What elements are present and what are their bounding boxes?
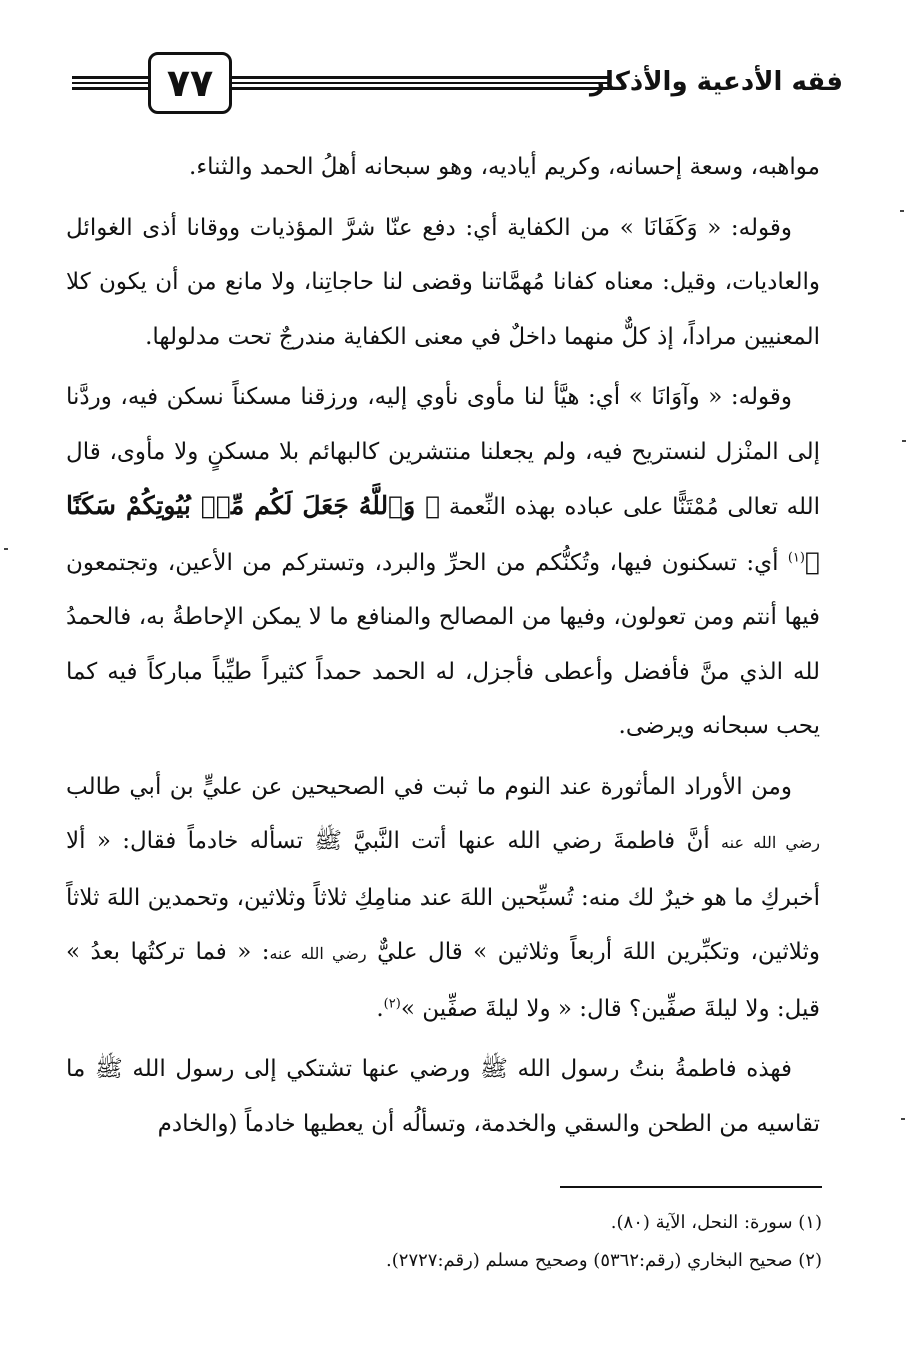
honorific-glyph: رضي الله عنه — [269, 944, 367, 963]
paragraph-2 — [66, 201, 820, 365]
paragraph-text: تسأله خادماً فقال: « ألا أخبركِ ما هو خيرٌ لك منه: تُسبِّحين اللهَ عند منامِكِ ثلاثاً وثلاثين، وتحمدين اللهَ ثلاثاً وثلاثين، وتكبِّرين اللهَ أربعاً وثلاثين » قال عليٌّ — [66, 828, 820, 965]
salawat-glyph: ﷺ — [480, 1056, 508, 1082]
paragraph-text: ما تقاسيه من الطحن والسقي والخدمة، وتسألُه أن يعطيها خادماً (والخادم — [66, 1056, 820, 1137]
paragraph-3 — [66, 370, 820, 754]
paragraph-text: ورضي عنها تشتكي إلى رسول الله — [122, 1056, 481, 1082]
scan-mark — [4, 548, 8, 550]
paragraph-text: وقوله: « وَكَفَانَا » من الكفاية أي: دفع عنّا شرَّ المؤذيات ووقانا أذى الغوائل والعاديات، وقيل: معناه كفانا مُهمَّاتنا وقضى لنا حاجاتِنا، ولا مانع من أن يكون كلا المعنيين مراداً، إذ كلٌّ منهما داخلٌ في معنى الكفاية مندرجٌ تحت مدلولها. — [66, 214, 820, 350]
page-number: ٧٧ — [148, 52, 232, 114]
running-title: فقه الأدعية والأذكار — [590, 67, 843, 97]
paragraph-text: أي: تسكنون فيها، وتُكنُّكم من الحرِّ والبرد، وتستركم من الأعين، وتجتمعون فيها أنتم ومن تعولون، وفيها من المصالح والمنافع ما لا يمكن الإحاطةُ به، فالحمدُ لله الذي منَّ فأفضل وأعطى فأجزل، له الحمد حمداً كثيراً طيِّباً مباركاً فيه كما يحب سبحانه ويرضى. — [66, 549, 820, 739]
salawat-glyph: ﷺ — [314, 828, 343, 854]
paragraph-text: وقوله: « وآوَانَا » أي: هيَّأ لنا مأوى نأوي إليه، ورزقنا مسكناً نسكن فيه، وردَّنا إلى المنْزل لنستريح فيه، ولم يجعلنا منتشرين كالبهائم بلا مسكنٍ ولا مأوى، قال الله تعالى مُمْتَنًّا على عباده بهذه النِّعمة — [66, 384, 820, 520]
footnote-ref-2: (٢) — [383, 995, 401, 1011]
paragraph-text: ومن الأوراد المأثورة عند النوم ما ثبت في الصحيحين عن عليٍّ بن أبي طالب — [66, 773, 792, 800]
paragraph-text: . — [376, 995, 384, 1022]
paragraph-1 — [66, 140, 820, 195]
footnote-1: (١) سورة: النحل، الآية (٨٠). — [610, 1212, 822, 1233]
footnotes — [300, 1204, 822, 1280]
quran-verse: ﴿ وَٱللَّهُ جَعَلَ لَكُم مِّنۢ بُيُوتِكُمْ سَكَنًا ﴾ — [66, 491, 820, 576]
footnote-divider — [560, 1186, 822, 1188]
paragraph-text: أنَّ فاطمةَ رضي الله عنها أتت النَّبيَّ — [342, 828, 722, 854]
salawat-glyph: ﷺ — [94, 1056, 123, 1082]
paragraph-text: : « فما تركتُها بعدُ » قيل: ولا ليلةَ صفِّين؟ قال: « ولا ليلةَ صفِّين » — [66, 939, 820, 1022]
scan-mark — [901, 1118, 905, 1120]
paragraph-text: فهذه فاطمةُ بنتُ رسول الله — [507, 1056, 793, 1082]
scan-mark — [900, 210, 904, 212]
paragraph-text: مواهبه، وسعة إحسانه، وكريم أياديه، وهو سبحانه أهلُ الحمد والثناء. — [189, 154, 820, 180]
honorific-glyph: رضي الله عنه — [721, 833, 820, 852]
scan-mark — [902, 440, 906, 442]
paragraph-4 — [66, 760, 820, 1037]
paragraph-5 — [66, 1042, 820, 1151]
footnote-2: (٢) صحيح البخاري (رقم:٥٣٦٢) وصحيح مسلم (رقم:٢٧٢٧). — [386, 1250, 822, 1271]
body-text — [66, 140, 820, 1157]
footnote-ref-1: (١) — [787, 549, 805, 565]
